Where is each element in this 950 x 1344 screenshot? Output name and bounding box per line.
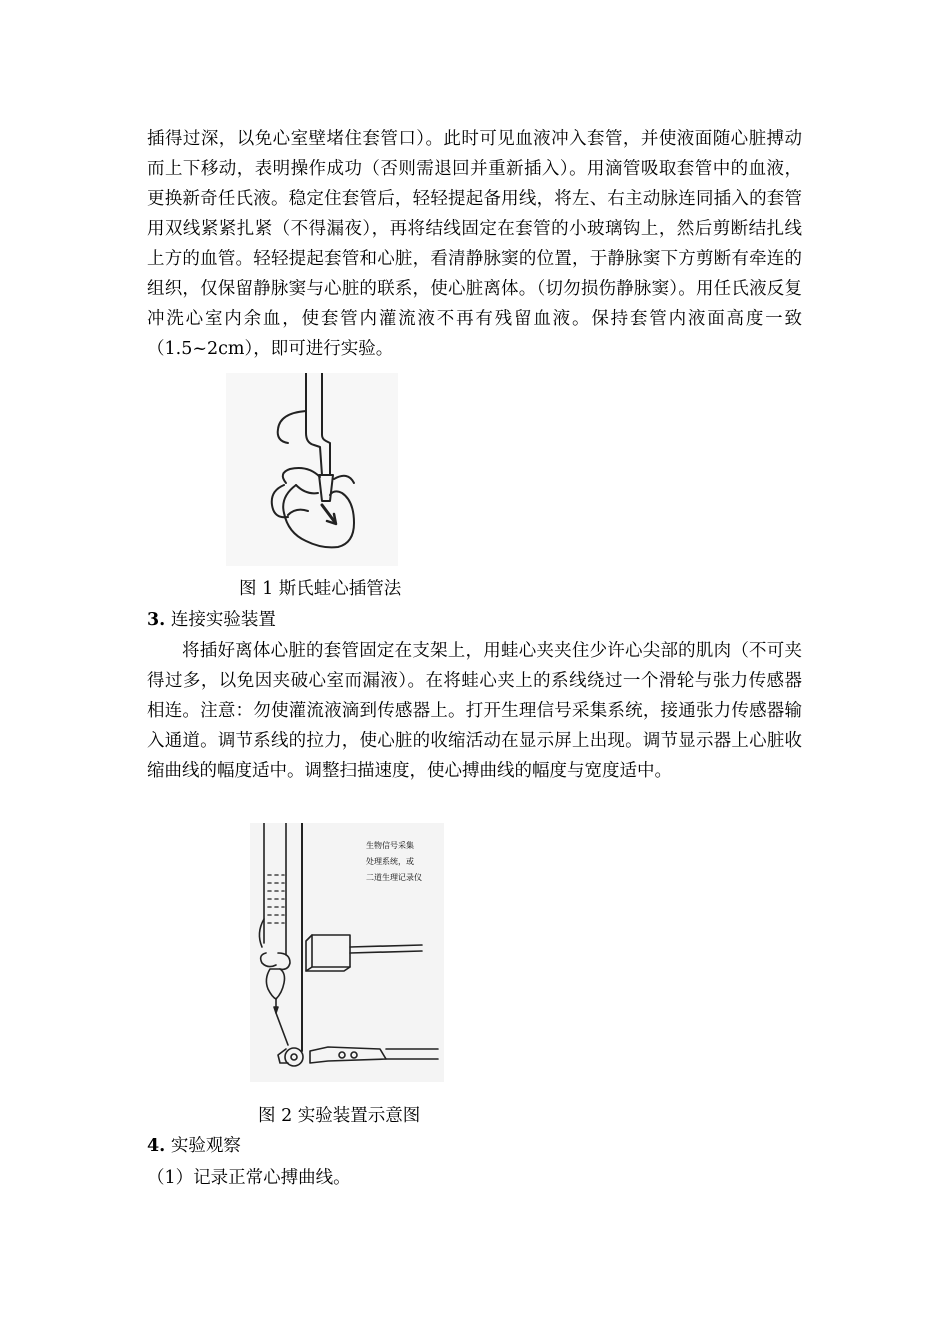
section-3-number: 3. xyxy=(147,610,166,630)
figure-1-caption: 图 1 斯氏蛙心插管法 xyxy=(239,579,402,599)
figure-2-caption: 图 2 实验装置示意图 xyxy=(258,1106,421,1126)
apparatus-label-line-1: 生物信号采集 xyxy=(366,841,414,850)
body-paragraph-2: 将插好离体心脏的套管固定在支架上，用蛙心夹夹住少许心尖部的肌肉（不可夹得过多，以免因夹破心室而漏液）。在将蛙心夹上的系线绕过一个滑轮与张力传感器相连。注意：勿使灌流液滴到传感器上。打开生理信号采集系统，接通张力传感器输入通道。调节系线的拉力，使心脏的收缩活动在显示屏上出现。调节显示器上心脏收缩曲线的幅度适中。调整扫描速度，使心搏曲线的幅度与宽度适中。 xyxy=(147,641,802,781)
body-paragraph-1: 插得过深，以免心室壁堵住套管口）。此时可见血液冲入套管，并使液面随心脏搏动而上下移动，表明操作成功（否则需退回并重新插入）。用滴管吸取套管中的血液，更换新奇任氏液。稳定住套管后，轻轻提起备用线，将左、右主动脉连同插入的套管用双线紧紧扎紧（不得漏夜），再将结线固定在套管的小玻璃钩上，然后剪断结扎线上方的血管。轻轻提起套管和心脏，看清静脉窦的位置，于静脉窦下方剪断有牵连的组织，仅保留静脉窦与心脏的联系，使心脏离体。（切勿损伤静脉窦）。用任氏液反复冲洗心室内余血，使套管内灌流液不再有残留血液。保持套管内液面高度一致（1.5~2cm），即可进行实验。 xyxy=(147,129,802,359)
section-4-title: 实验观察 xyxy=(165,1136,241,1156)
apparatus-label-line-3: 二道生理记录仪 xyxy=(366,873,422,882)
section-4-number: 4. xyxy=(147,1136,166,1156)
section-3-heading xyxy=(147,605,276,635)
observation-item-1: （1）记录正常心搏曲线。 xyxy=(147,1168,351,1188)
apparatus-label-line-2: 处理系统，或 xyxy=(366,857,414,866)
apparatus-drawing xyxy=(250,823,444,1082)
section-3-title: 连接实验装置 xyxy=(165,610,276,630)
figure-2-apparatus xyxy=(250,823,444,1082)
section-4-heading xyxy=(147,1131,241,1161)
frog-heart-cannula-drawing xyxy=(226,373,398,566)
figure-1-frog-heart-cannula xyxy=(226,373,398,566)
